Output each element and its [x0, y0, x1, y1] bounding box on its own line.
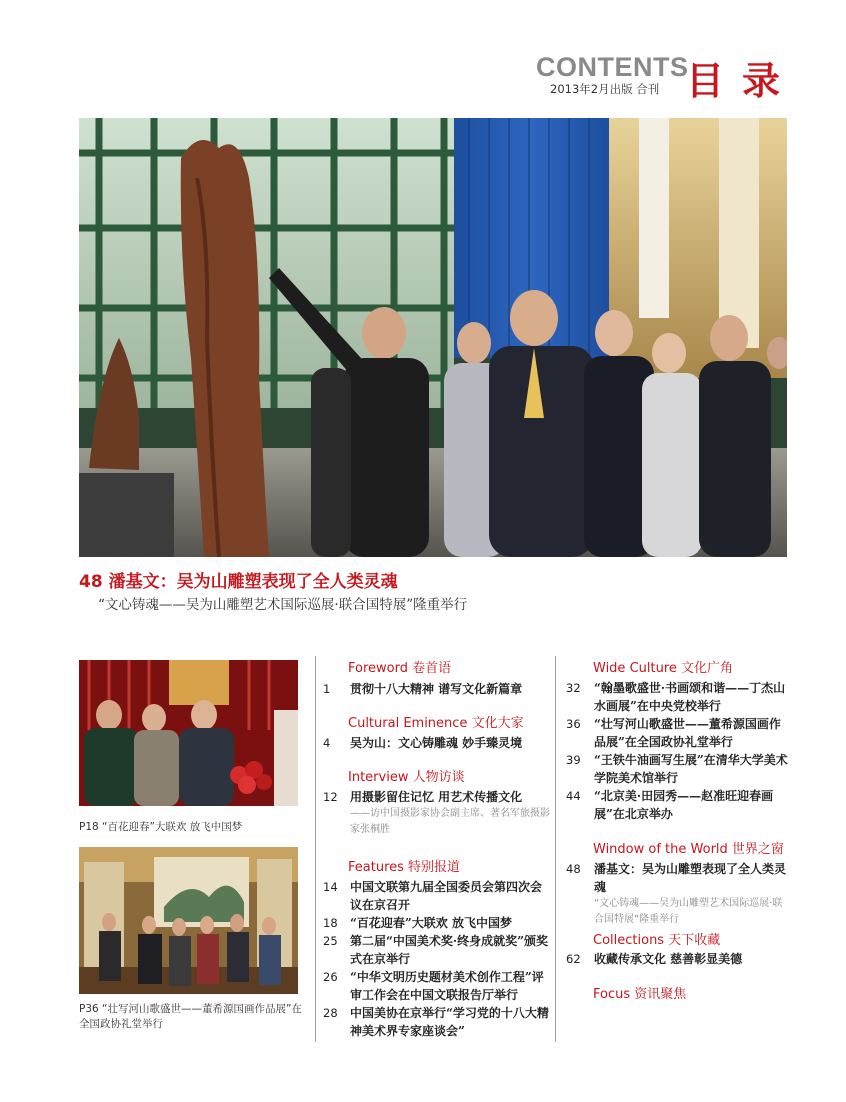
column-divider	[315, 656, 316, 1042]
toc-entry[interactable]: 26 “中华文明历史题材美术创作工程”评审工作会在中国文联报告厅举行	[323, 970, 544, 1002]
section-title-foreword[interactable]: Foreword 卷首语	[348, 661, 452, 676]
toc-entry[interactable]: 4 吴为山：文心铸雕魂 妙手臻灵境	[323, 736, 523, 750]
main-photo	[79, 118, 787, 557]
toc-entry[interactable]: 1 贯彻十八大精神 谱写文化新篇章	[323, 682, 523, 696]
feature-title[interactable]: 48 潘基文：吴为山雕塑表现了全人类灵魂	[79, 572, 398, 592]
page-title: 目录	[686, 59, 799, 103]
thumbnail-photo-p36[interactable]	[79, 847, 298, 994]
thumbnail-photo-p18[interactable]	[79, 660, 298, 806]
toc-entry[interactable]: 28 中国美协在京举行“学习党的十八大精神美术界专家座谈会”	[323, 1006, 549, 1038]
toc-entry[interactable]: 18 “百花迎春”大联欢 放飞中国梦	[323, 916, 512, 930]
toc-entry[interactable]: 39 “王铁牛油画写生展”在清华大学美术学院美术馆举行	[566, 753, 788, 785]
toc-entry[interactable]: 48 潘基文：吴为山雕塑表现了全人类灵魂 “文心铸魂——吴为山雕塑艺术国际巡展·联合国特展”隆重举行	[566, 860, 791, 928]
feature-subtitle: “文心铸魂——吴为山雕塑艺术国际巡展·联合国特展”隆重举行	[98, 597, 468, 613]
thumbnail-caption-p36: P36 “壮写河山歌盛世——董希源国画作品展”在全国政协礼堂举行	[79, 1003, 302, 1030]
contents-label: CONTENTS	[536, 52, 689, 82]
toc-entry[interactable]: 32 “翰墨歌盛世·书画颂和谐——丁杰山水画展”在中央党校举行	[566, 681, 786, 713]
column-divider	[555, 656, 556, 1042]
toc-entry[interactable]: 12 用摄影留住记忆 用艺术传播文化 ——访中国摄影家协会副主席、著名军旅摄影家张桐胜	[323, 788, 553, 838]
section-title-features[interactable]: Features 特别报道	[348, 860, 461, 875]
toc-entry-note: ——访中国摄影家协会副主席、著名军旅摄影家张桐胜	[350, 808, 550, 835]
section-title-focus[interactable]: Focus 资讯聚焦	[593, 987, 687, 1002]
toc-entry[interactable]: 25 第二届“中国美术奖·终身成就奖”颁奖式在京举行	[323, 934, 548, 966]
issue-date: 2013年2月出版 合刊	[550, 82, 660, 96]
toc-entry-note: “文心铸魂——吴为山雕塑艺术国际巡展·联合国特展”隆重举行	[594, 898, 783, 925]
section-title-cultural-eminence[interactable]: Cultural Eminence 文化大家	[348, 716, 524, 731]
toc-entry[interactable]: 62 收藏传承文化 慈善彰显美德	[566, 952, 743, 966]
toc-entry[interactable]: 14 中国文联第九届全国委员会第四次会议在京召开	[323, 880, 543, 912]
section-title-window-of-the-world[interactable]: Window of the World 世界之窗	[593, 842, 784, 857]
section-title-wide-culture[interactable]: Wide Culture 文化广角	[593, 661, 734, 676]
section-title-collections[interactable]: Collections 天下收藏	[593, 933, 721, 948]
toc-column-middle	[348, 659, 548, 679]
section-title-interview[interactable]: Interview 人物访谈	[348, 770, 465, 785]
toc-entry[interactable]: 36 “壮写河山歌盛世——董希源国画作品展”在全国政协礼堂举行	[566, 717, 781, 749]
toc-entry[interactable]: 44 “北京美·田园秀——赵准旺迎春画展”在北京举办	[566, 789, 774, 821]
thumbnail-caption-p18: P18 “百花迎春”大联欢 放飞中国梦	[79, 821, 243, 833]
